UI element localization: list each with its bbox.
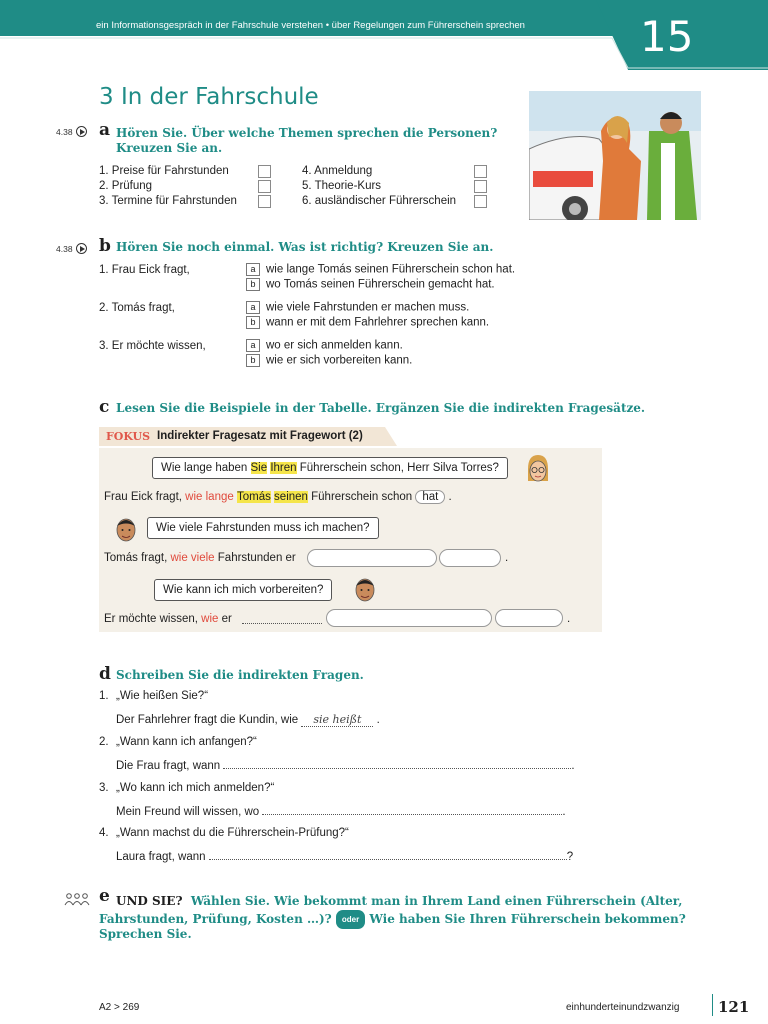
direct-question: „Wann kann ich anfangen?“	[116, 736, 257, 748]
punctuation: ?	[566, 851, 574, 863]
question-stem: 2. Tomás fragt,	[99, 302, 175, 314]
option-box[interactable]: a	[246, 263, 260, 276]
instruction-text: Fahrstunden, Prüfung, Kosten …)?	[99, 912, 332, 926]
grammar-reference: A2 > 269	[99, 1002, 140, 1013]
instruction-line-2: Kreuzen Sie an.	[116, 141, 223, 155]
option-box[interactable]: a	[246, 339, 260, 352]
indirect-question-3	[104, 613, 232, 625]
audio-track-a[interactable]	[56, 126, 87, 137]
option-text: wo er sich anmelden kann.	[266, 339, 403, 352]
oder-badge: oder	[336, 910, 365, 929]
instruction-line-1: Hören Sie. Über welche Themen sprechen die Personen?	[116, 126, 498, 140]
answer-field[interactable]	[307, 549, 437, 567]
punctuation: .	[562, 806, 566, 818]
option-text: wie viele Fahrstunden er machen muss.	[266, 301, 470, 314]
direct-question: „Wann machst du die Führerschein-Prüfung?“	[116, 827, 349, 839]
checkbox[interactable]	[258, 180, 271, 193]
answer-field[interactable]	[326, 609, 492, 627]
option-text: wie er sich vorbereiten kann.	[266, 354, 413, 367]
instruction-text: Wie haben Sie Ihren Führerschein bekommen?	[369, 912, 686, 926]
option-text: wann er mit dem Fahrlehrer sprechen kann.	[266, 316, 490, 329]
question-word: wie lange	[185, 491, 234, 503]
punctuation: .	[567, 613, 571, 625]
option-b[interactable]	[246, 354, 412, 367]
task-d-instruction: Schreiben Sie die indirekten Fragen.	[116, 668, 364, 682]
question-word: wie viele	[170, 552, 215, 564]
item-number: 3.	[99, 782, 109, 794]
verb-pill: hat	[415, 490, 445, 504]
group-work-icon	[64, 893, 90, 906]
speech-bubble: Wie kann ich mich vorbereiten?	[154, 579, 332, 601]
speech-bubble	[152, 457, 508, 479]
answer-line[interactable]	[242, 614, 322, 624]
chapter-header	[0, 0, 768, 70]
chapter-topics: ein Informationsgespräch in der Fahrschule verstehen • über Regelungen zum Führerschein sprechen	[96, 20, 525, 31]
option-a[interactable]	[246, 263, 515, 276]
page-number: 121	[718, 998, 750, 1016]
topic-item: 2. Prüfung	[99, 180, 153, 192]
option-a[interactable]	[246, 301, 469, 314]
checkbox[interactable]	[258, 165, 271, 178]
footer-divider	[712, 994, 713, 1016]
answer-field[interactable]	[495, 609, 563, 627]
answer-sentence	[116, 805, 566, 818]
answer-text: Frau Eick fragt,	[104, 491, 186, 503]
checkbox[interactable]	[258, 195, 271, 208]
option-box[interactable]: b	[246, 354, 260, 367]
topic-item: 6. ausländischer Führerschein	[302, 195, 457, 207]
topic-item: 4. Anmeldung	[302, 165, 373, 177]
answer-text: Fahrstunden er	[214, 552, 296, 564]
instruction-text: Wählen Sie. Wie bekommt man in Ihrem Land einen Führerschein (Alter,	[190, 894, 683, 908]
item-number: 2.	[99, 736, 109, 748]
bubble-text: Wie lange haben	[161, 462, 251, 474]
item-number: 1.	[99, 690, 109, 702]
speech-bubble: Wie viele Fahrstunden muss ich machen?	[147, 517, 379, 539]
answer-text: Die Frau fragt, wann	[116, 760, 221, 772]
punctuation: .	[505, 552, 509, 564]
fokus-label: FOKUS	[106, 430, 151, 443]
task-letter-d: d	[99, 664, 111, 684]
question-stem: 3. Er möchte wissen,	[99, 340, 206, 352]
highlight: Tomás	[236, 491, 271, 503]
answer-sentence	[116, 713, 380, 727]
answer-text: er	[218, 613, 232, 625]
checkbox[interactable]	[474, 180, 487, 193]
highlight: Ihren	[270, 462, 297, 474]
topic-item: 1. Preise für Fahrstunden	[99, 165, 229, 177]
woman-face-icon	[526, 455, 550, 487]
punctuation: .	[571, 760, 575, 772]
task-e-instruction-end: Sprechen Sie.	[99, 927, 192, 941]
page-number-word: einhunderteinundzwanzig	[566, 1002, 680, 1013]
answer-sentence	[116, 759, 575, 772]
track-number: 4.38	[56, 243, 73, 254]
question-stem: 1. Frau Eick fragt,	[99, 264, 190, 276]
task-c-instruction: Lesen Sie die Beispiele in der Tabelle. Ergänzen Sie die indirekten Fragesätze.	[116, 401, 646, 415]
answer-sentence	[116, 850, 573, 863]
option-text: wie lange Tomás seinen Führerschein schon hat.	[266, 263, 516, 276]
topic-item: 5. Theorie-Kurs	[302, 180, 382, 192]
play-icon[interactable]	[76, 243, 87, 254]
und-sie-heading: UND SIE?	[116, 894, 183, 908]
option-a[interactable]	[246, 339, 403, 352]
indirect-question-2	[104, 552, 296, 564]
answer-text: Mein Freund will wissen, wo	[116, 806, 260, 818]
play-icon[interactable]	[76, 126, 87, 137]
bubble-text: Führerschein schon, Herr Silva Torres?	[296, 462, 499, 474]
answer-text: Er möchte wissen,	[104, 613, 202, 625]
task-a-instruction	[116, 126, 497, 156]
answer-text: Tomás fragt,	[104, 552, 171, 564]
option-box[interactable]: b	[246, 278, 260, 291]
punctuation: .	[376, 714, 380, 726]
task-b-instruction: Hören Sie noch einmal. Was ist richtig? Kreuzen Sie an.	[116, 240, 494, 254]
answer-text: Laura fragt, wann	[116, 851, 206, 863]
answer-line[interactable]	[223, 759, 571, 769]
answer-field[interactable]	[439, 549, 501, 567]
answer-line[interactable]	[209, 850, 567, 860]
answer-text: Der Fahrlehrer fragt die Kundin, wie	[116, 714, 299, 726]
answer-text: Führerschein schon	[307, 491, 413, 503]
audio-track-b[interactable]	[56, 243, 87, 254]
fokus-header	[99, 427, 397, 446]
track-number: 4.38	[56, 126, 73, 137]
punctuation: .	[448, 491, 452, 503]
option-b[interactable]	[246, 316, 489, 329]
indirect-question-1	[104, 490, 452, 504]
highlight: seinen	[274, 491, 308, 503]
question-word: wie	[201, 613, 219, 625]
driving-school-illustration	[529, 91, 701, 220]
option-b[interactable]	[246, 278, 495, 291]
section-title: 3 In der Fahrschule	[99, 84, 319, 110]
item-number: 4.	[99, 827, 109, 839]
topic-item: 3. Termine für Fahrstunden	[99, 195, 237, 207]
handwritten-answer: sie heißt	[313, 713, 362, 726]
option-text: wo Tomás seinen Führerschein gemacht hat.	[266, 278, 495, 291]
task-letter-e: e	[99, 886, 110, 906]
fokus-title: Indirekter Fragesatz mit Fragewort (2)	[157, 430, 363, 442]
option-box[interactable]: a	[246, 301, 260, 314]
chapter-number: 15	[640, 12, 694, 61]
checkbox[interactable]	[474, 195, 487, 208]
highlight: Sie	[250, 462, 268, 474]
direct-question: „Wo kann ich mich anmelden?“	[116, 782, 275, 794]
task-letter-b: b	[99, 236, 111, 256]
checkbox[interactable]	[474, 165, 487, 178]
man-face-icon	[114, 514, 138, 546]
answer-line[interactable]	[301, 713, 373, 727]
direct-question: „Wie heißen Sie?“	[116, 690, 209, 702]
option-box[interactable]: b	[246, 316, 260, 329]
man-face-icon	[353, 574, 377, 606]
answer-line[interactable]	[262, 805, 562, 815]
task-letter-c: c	[99, 397, 110, 417]
task-e-instruction	[116, 893, 682, 910]
task-letter-a: a	[99, 120, 111, 140]
fokus-panel	[99, 448, 602, 632]
